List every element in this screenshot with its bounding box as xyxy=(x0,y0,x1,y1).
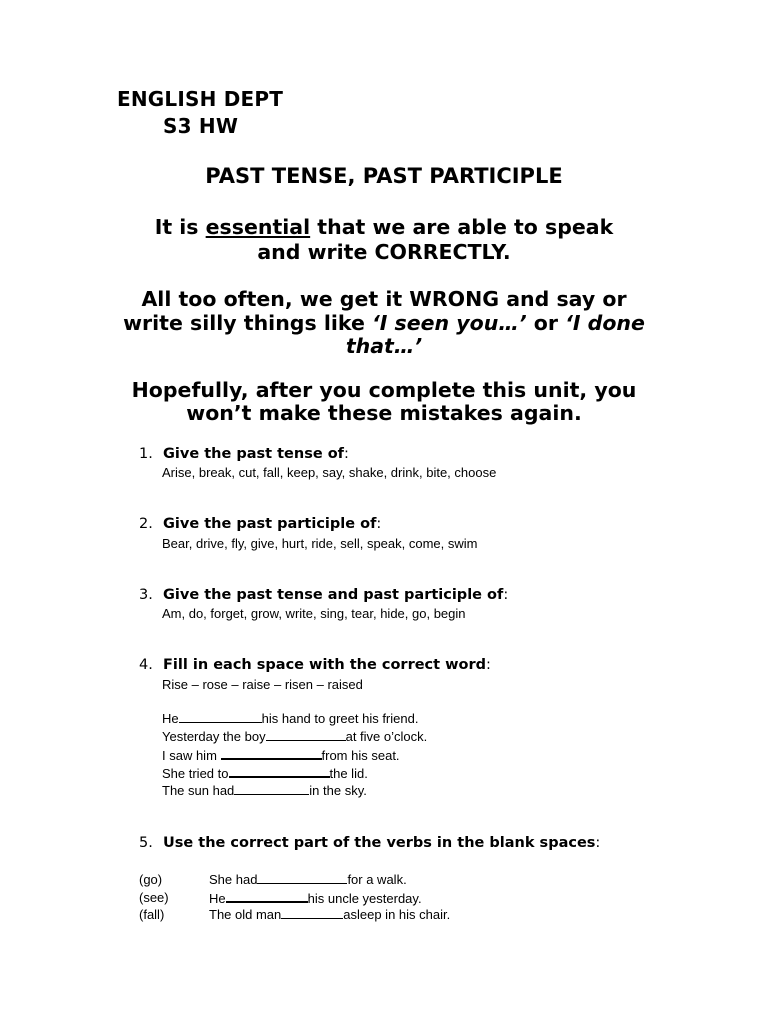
quote-seen: ‘I seen you…’ xyxy=(372,311,527,335)
question-heading xyxy=(163,835,600,851)
question-number: 3. xyxy=(139,587,153,603)
intro3-line-2: won’t make these mistakes again. xyxy=(186,401,582,425)
answer-blank[interactable] xyxy=(179,711,262,723)
sentence-end: his uncle yesterday. xyxy=(307,891,422,906)
sentence-start: Yesterday the boy xyxy=(162,729,266,744)
sentence-start: She had xyxy=(209,872,258,887)
question-number: 2. xyxy=(139,516,153,532)
sentence-start: He xyxy=(209,891,226,906)
question-word-list: Am, do, forget, grow, write, sing, tear, hide, go, begin xyxy=(162,606,466,621)
question-heading-text: Use the correct part of the verbs in the blank spaces xyxy=(163,835,596,851)
sentence-end: the lid. xyxy=(329,766,368,781)
verb-hint: (fall) xyxy=(139,907,165,922)
question-number: 4. xyxy=(139,657,153,673)
intro-line-1 xyxy=(0,216,768,240)
answer-blank[interactable] xyxy=(257,872,347,884)
fill-in-sentence xyxy=(209,890,422,906)
question-heading-text: Fill in each space with the correct word xyxy=(163,657,487,673)
intro2-line-2 xyxy=(0,312,768,336)
department-heading: ENGLISH DEPT xyxy=(117,87,284,111)
sentence-start: The sun had xyxy=(162,783,235,798)
page-title: PAST TENSE, PAST PARTICIPLE xyxy=(205,164,563,188)
class-heading: S3 HW xyxy=(163,114,239,138)
intro2-or: or xyxy=(526,311,566,335)
answer-blank[interactable] xyxy=(234,783,309,795)
sentence-end: from his seat. xyxy=(321,748,400,763)
question-heading xyxy=(163,587,508,603)
answer-blank[interactable] xyxy=(266,729,346,741)
sentence-start: I saw him xyxy=(162,748,221,763)
question-word-list: Arise, break, cut, fall, keep, say, shake, drink, bite, choose xyxy=(162,465,497,480)
intro-line-2: and write CORRECTLY. xyxy=(257,240,511,264)
question-heading xyxy=(163,657,491,673)
question-colon: : xyxy=(376,516,382,532)
question-colon: : xyxy=(344,446,349,462)
question-colon: : xyxy=(503,587,509,603)
sentence-end: at five o’clock. xyxy=(345,729,428,744)
question-colon: : xyxy=(486,657,491,673)
sentence-end: his hand to greet his friend. xyxy=(261,711,419,726)
quote-done: ‘I done xyxy=(565,311,645,335)
question-heading-text: Give the past tense of xyxy=(163,446,344,462)
question-heading-text: Give the past participle of xyxy=(163,516,377,532)
question-number: 1. xyxy=(139,446,153,462)
fill-in-sentence xyxy=(162,711,418,726)
fill-in-sentence xyxy=(162,729,427,744)
sentence-start: He xyxy=(162,711,179,726)
intro-text-after: that we are able to speak xyxy=(317,215,614,239)
sentence-end: for a walk. xyxy=(347,872,407,887)
sentence-end: in the sky. xyxy=(309,783,367,798)
answer-blank[interactable] xyxy=(229,765,330,778)
question-word-list: Rise – rose – raise – risen – raised xyxy=(162,677,363,692)
intro-text-before: It is xyxy=(154,215,199,239)
intro-emphasis: essential xyxy=(205,215,311,239)
sentence-end: asleep in his chair. xyxy=(343,907,451,922)
question-word-list: Bear, drive, fly, give, hurt, ride, sell, speak, come, swim xyxy=(162,536,478,551)
intro2-line-1: All too often, we get it WRONG and say or xyxy=(141,287,627,311)
answer-blank[interactable] xyxy=(281,907,343,919)
question-heading xyxy=(163,446,349,462)
question-heading xyxy=(163,516,381,532)
sentence-start: She tried to xyxy=(162,766,229,781)
fill-in-sentence xyxy=(162,783,367,798)
intro3-line-1: Hopefully, after you complete this unit, you xyxy=(131,378,637,402)
intro2-text: write silly things like xyxy=(123,311,372,335)
verb-hint: (go) xyxy=(139,872,163,887)
fill-in-sentence xyxy=(209,872,407,887)
question-colon: : xyxy=(595,835,601,851)
sentence-start: The old man xyxy=(209,907,282,922)
fill-in-sentence xyxy=(162,747,400,763)
question-number: 5. xyxy=(139,835,153,851)
verb-hint: (see) xyxy=(139,890,169,905)
fill-in-sentence xyxy=(209,907,450,922)
fill-in-sentence xyxy=(162,765,368,781)
answer-blank[interactable] xyxy=(221,747,322,760)
intro2-line-3: that…’ xyxy=(345,334,423,358)
answer-blank[interactable] xyxy=(226,890,308,903)
question-heading-text: Give the past tense and past participle of xyxy=(163,587,504,603)
